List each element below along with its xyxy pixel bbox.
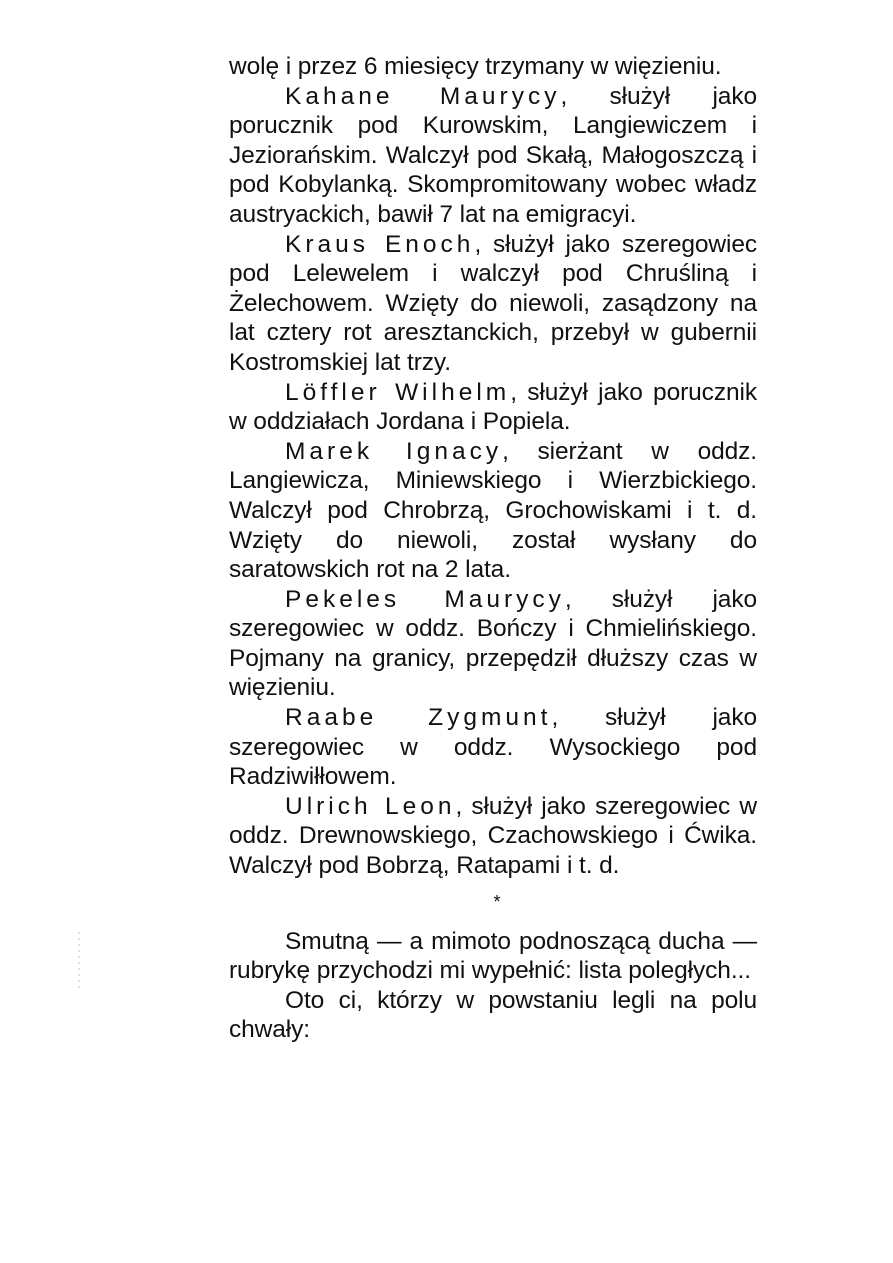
continuation-text: wolę i przez 6 miesięcy trzymany w więzieniu. bbox=[229, 53, 722, 80]
entry-name: Raabe Zygmunt bbox=[285, 704, 552, 732]
closing-text: Oto ci, którzy w powstaniu legli na polu chwały: bbox=[229, 986, 757, 1044]
entry-text: , sierżant w oddz. Langiewicza, Miniewskiego i Wierzbickiego. Walczył pod Chrobrzą, Grochowiskami i t. d. Wzięty do niewoli, został wysłany do saratowskich rot na 2 lata. bbox=[229, 437, 758, 584]
entry-text: , służył jako szeregowiec w oddz. Bończy i Chmielińskiego. Pojmany na granicy, przepędził dłuższy czas w więzieniu. bbox=[229, 585, 757, 702]
entry-text: , służył jako porucznik pod Kurowskim, Langiewiczem i Jeziorańskim. Walczył pod Skałą, Małogoszczą i pod Kobylanką. Skompromitowany wobec władz austryackich, bawił 7 lat na emigracyi. bbox=[229, 82, 757, 228]
closing-paragraph-2 bbox=[229, 986, 757, 1045]
entry-name: Pekeles Maurycy bbox=[285, 585, 565, 613]
entry-marek bbox=[229, 437, 757, 585]
entry-loffler bbox=[229, 378, 757, 437]
entry-kraus bbox=[229, 230, 757, 378]
entry-raabe bbox=[229, 703, 757, 792]
entry-name: Kahane Maurycy bbox=[285, 82, 561, 110]
entry-name: Löffler Wilhelm bbox=[285, 378, 511, 406]
scan-edge-marks bbox=[78, 930, 80, 990]
entry-name: Kraus Enoch bbox=[285, 230, 475, 258]
continuation-paragraph bbox=[229, 52, 757, 82]
entry-text: , służył jako szeregowiec w oddz. Drewnowskiego, Czachowskiego i Ćwika. Walczył pod Bobrzą, Ratapami i t. d. bbox=[229, 792, 757, 880]
section-separator: * bbox=[493, 891, 501, 912]
text-column bbox=[229, 52, 757, 1045]
closing-text: Smutną — a mimoto podnoszącą ducha — rubrykę przychodzi mi wypełnić: lista poległych... bbox=[229, 927, 757, 985]
entry-kahane bbox=[229, 82, 757, 230]
entry-text: , służył jako szeregowiec w oddz. Wysockiego pod Radziwiłłowem. bbox=[229, 704, 758, 791]
entry-pekeles bbox=[229, 585, 757, 703]
entry-name: Ulrich Leon bbox=[285, 792, 456, 820]
entry-text: , służył jako porucznik w oddziałach Jordana i Popiela. bbox=[229, 378, 757, 436]
entry-name: Marek Ignacy bbox=[285, 437, 503, 465]
entry-ulrich bbox=[229, 792, 757, 881]
entry-text: , służył jako szeregowiec pod Lelewelem i walczył pod Chruśliną i Żelechowem. Wzięty do niewoli, zasądzony na lat cztery rot aresztanckich, przebył w gubernii Kostromskiej lat trzy. bbox=[229, 230, 758, 376]
closing-paragraph-1 bbox=[229, 927, 757, 986]
